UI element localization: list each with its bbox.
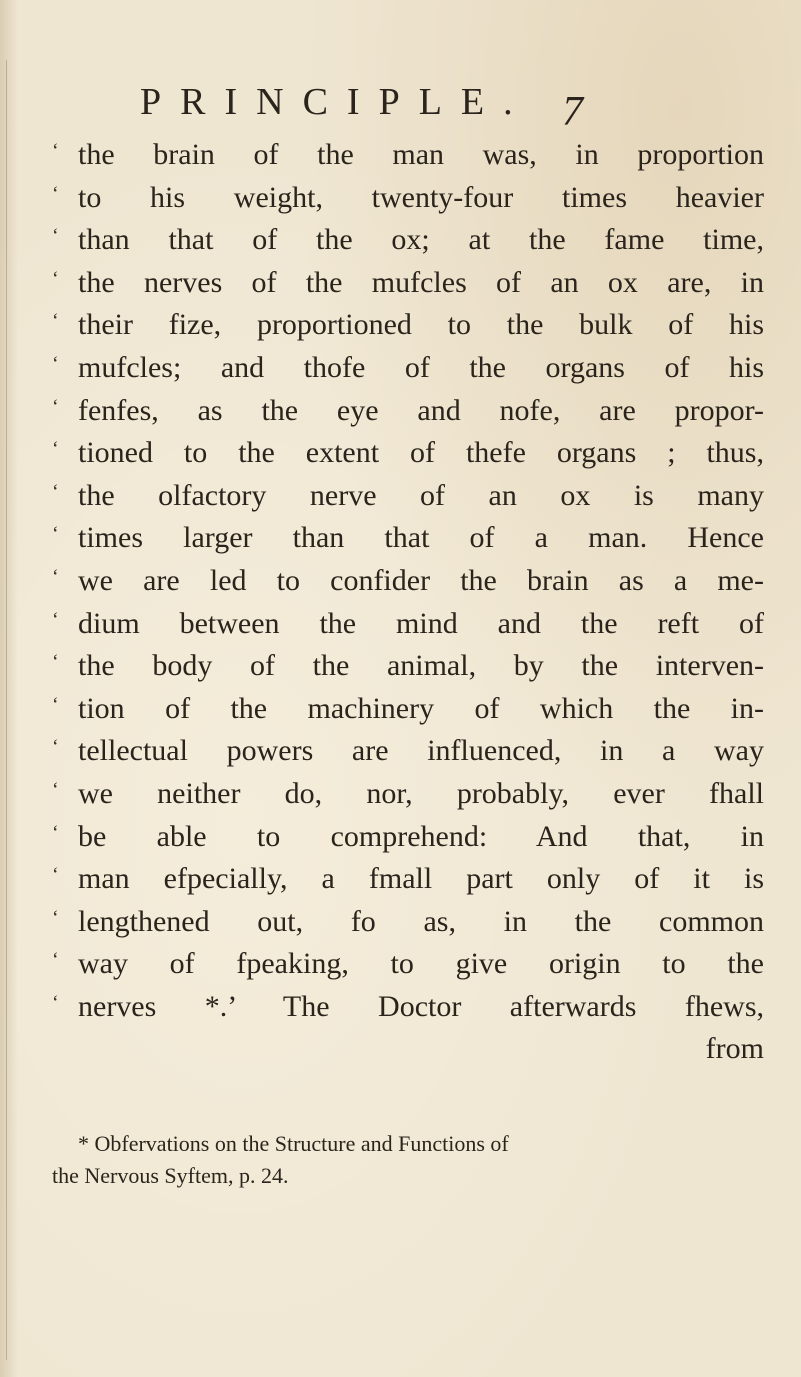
quote-mark: ‘: [52, 523, 59, 546]
quote-mark: ‘: [52, 736, 59, 759]
line-text: tion of the machinery of which the in-: [78, 691, 764, 725]
line-text: tioned to the extent of thefe organs ; thus,: [78, 436, 764, 470]
text-line: [52, 901, 764, 944]
quote-mark: ‘: [52, 906, 59, 929]
text-line: [52, 390, 764, 433]
text-line: [52, 219, 764, 262]
line-text: we are led to confider the brain as a me-: [78, 563, 764, 597]
line-text: dium between the mind and the reft of: [78, 606, 764, 640]
quote-mark: ‘: [52, 140, 59, 162]
text-line: [52, 858, 764, 901]
body-text: [52, 134, 764, 1071]
quote-mark: ‘: [52, 565, 59, 588]
line-text: we neither do, nor, probably, ever fhall: [78, 776, 764, 810]
line-text: the body of the animal, by the interven-: [78, 649, 764, 683]
quote-mark: ‘: [52, 651, 59, 674]
quote-mark: ‘: [52, 395, 59, 418]
quote-mark: ‘: [52, 693, 59, 716]
quote-mark: ‘: [52, 480, 59, 503]
text-line: [52, 134, 764, 177]
line-text: tellectual powers are influenced, in a way: [78, 734, 764, 768]
line-text: be able to comprehend: And that, in: [78, 819, 764, 853]
page-number: 7: [562, 89, 583, 135]
text-line: [52, 816, 764, 859]
quote-mark: ‘: [52, 864, 59, 887]
quote-mark: ‘: [52, 608, 59, 631]
text-line: [52, 304, 764, 347]
line-text: the nerves of the mufcles of an ox are, in: [78, 265, 764, 299]
page-gutter-edge: [0, 0, 18, 1377]
text-line: [52, 475, 764, 518]
line-text: fenfes, as the eye and nofe, are propor-: [78, 393, 764, 427]
quote-mark: ‘: [52, 991, 59, 1014]
page-fold-line: [6, 60, 7, 1360]
line-text: lengthened out, fo as, in the common: [78, 904, 764, 938]
running-head-title: PRINCIPLE.: [140, 81, 532, 123]
line-text: the olfactory nerve of an ox is many: [78, 478, 764, 512]
text-line-catchword: [52, 1028, 764, 1071]
text-line: [52, 773, 764, 816]
line-text: than that of the ox; at the fame time,: [78, 223, 764, 257]
running-head: [140, 70, 740, 140]
text-line: [52, 560, 764, 603]
line-text: times larger than that of a man. Hence: [78, 521, 764, 555]
footnote: [52, 1128, 764, 1192]
quote-mark: ‘: [52, 821, 59, 844]
text-line: [52, 986, 764, 1029]
line-text: the brain of the man was, in proportion: [78, 138, 764, 171]
quote-mark: ‘: [52, 949, 59, 972]
quote-mark: ‘: [52, 182, 59, 205]
quote-mark: ‘: [52, 438, 59, 461]
text-line: [52, 943, 764, 986]
text-line: [52, 517, 764, 560]
quote-mark: ‘: [52, 225, 59, 248]
line-text: to his weight, twenty-four times heavier: [78, 180, 764, 214]
line-text: nerves *.’ The Doctor afterwards fhews,: [78, 989, 764, 1023]
text-line: [52, 347, 764, 390]
text-line: [52, 432, 764, 475]
text-line: [52, 730, 764, 773]
text-line: [52, 177, 764, 220]
line-text: man efpecially, a fmall part only of it is: [78, 862, 764, 896]
line-text: their fize, proportioned to the bulk of his: [78, 308, 764, 342]
text-line: [52, 645, 764, 688]
footnote-line: * Obfervations on the Structure and Functions of: [78, 1131, 509, 1156]
quote-mark: ‘: [52, 352, 59, 375]
line-text: way of fpeaking, to give origin to the: [78, 947, 764, 981]
quote-mark: ‘: [52, 267, 59, 290]
quote-mark: ‘: [52, 778, 59, 801]
catchword: from: [705, 1032, 764, 1066]
line-text: mufcles; and thofe of the organs of his: [78, 350, 764, 384]
text-line: [52, 688, 764, 731]
footnote-line: the Nervous Syftem, p. 24.: [52, 1163, 289, 1188]
quote-mark: ‘: [52, 310, 59, 333]
text-line: [52, 262, 764, 305]
text-line: [52, 603, 764, 646]
